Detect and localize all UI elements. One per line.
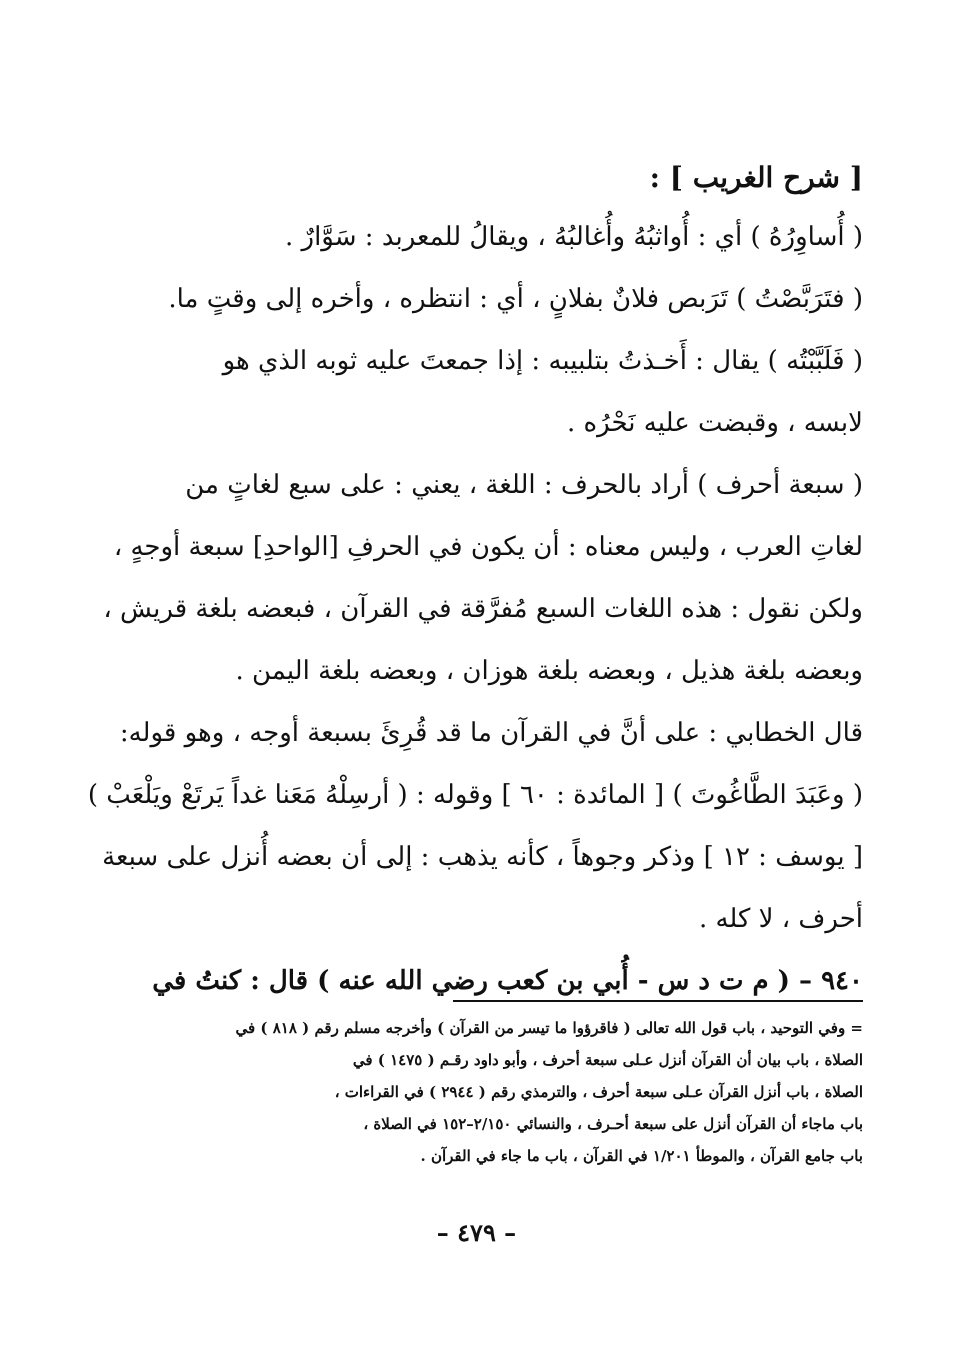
text-line: لابسه ، وقبضت عليه نَحْرُه . <box>567 408 863 438</box>
text-line: ( فَلَبَّبْتُه ) يقال : أَخـذتُ بتلبيبه : إذا جمعتَ عليه ثوبه الذي هو <box>222 346 863 376</box>
footnote-line: الصلاة ، باب أنزل القرآن عـلى سبعة أحرف ، والترمذي رقم ( ٢٩٤٤ ) في القراءات ، <box>334 1083 863 1101</box>
text-line: لغاتِ العرب ، وليس معناه : أن يكون في الحرفِ [الواحدِ] سبعة أوجهٍ ، <box>113 532 863 562</box>
text-line: ( فتَرَبَّصْتُ ) تَرَبص فلانٌ بفلانٍ ، أي : انتظره ، وأخره إلى وقتٍ ما. <box>168 284 863 314</box>
text-line: [ يوسف : ١٢ ] وذكر وجوهاً ، كأنه يذهب : إلى أن بعضه أُنزل على سبعة <box>102 842 863 872</box>
main-text <box>87 150 863 1012</box>
footnotes <box>135 1012 863 1172</box>
footnote-line: باب ماجاء أن القرآن أنزل على سبعة أحـرف ، والنسائي ٢/١٥٠–١٥٢ في الصلاة ، <box>363 1115 863 1133</box>
section-heading: [ شرح الغريب ] : <box>649 161 863 194</box>
text-line: أحرف ، لا كله . <box>698 904 863 934</box>
page-number: – ٤٧٩ – <box>436 1218 517 1247</box>
footnote-separator <box>453 1000 863 1002</box>
text-line: قال الخطابي : على أنَّ في القرآن ما قد قُرِئَ بسبعة أوجه ، وهو قوله: <box>119 718 863 748</box>
text-line: ( سبعة أحرف ) أراد بالحرف : اللغة ، يعني : على سبع لغاتٍ من <box>185 470 863 500</box>
footnote-line: باب جامع القرآن ، والموطأ ١/٢٠١ في القرآن ، باب ما جاء في القرآن . <box>420 1147 863 1165</box>
hadith-number-line: ٩٤٠ – ( م ت د س - أُبي بن كعب رضي الله عنه ) قال : كنتُ في <box>152 966 863 996</box>
footnote-line: = وفي التوحيد ، باب قول الله تعالى ( فاقرؤوا ما تيسر من القرآن ) وأخرجه مسلم رقم ( ٨١٨ ) في <box>235 1019 863 1037</box>
text-line: ( أُساوِرُهُ ) أي : أُواثبُهُ وأُغالبُهُ ، ويقالُ للمعربد : سَوَّارٌ . <box>285 222 863 252</box>
text-line: ( وعَبَدَ الطَّاغُوتَ ) [ المائدة : ٦٠ ] وقوله : ( أرسِلْهُ مَعَنا غداً يَرتَعْ ويَلْعَبْ ) <box>87 780 863 810</box>
text-line: وبعضه بلغة هذيل ، وبعضه بلغة هوزان ، وبعضه بلغة اليمن . <box>235 656 863 686</box>
footnote-line: الصلاة ، باب بيان أن القرآن أنزل عـلى سبعة أحرف ، وأبو داود رقـم ( ١٤٧٥ ) في <box>352 1051 863 1069</box>
text-line: ولكن نقول : هذه اللغات السبع مُفرَّقة في القرآن ، فبعضه بلغة قريش ، <box>103 594 863 624</box>
